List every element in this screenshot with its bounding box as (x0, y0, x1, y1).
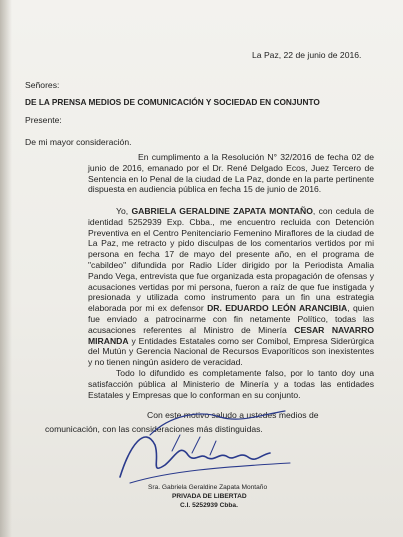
paragraph-resolution (88, 152, 374, 195)
salutation: Señores: (25, 80, 60, 90)
paragraph-retraction-text: Todo lo difundido es completamente falso, por lo tanto doy una satisfacción pública al Ministerio de Minería y a todas las entidades Estatales y Empresas que lo conforman en su conjunto. (88, 368, 374, 400)
handwritten-signature (110, 405, 310, 490)
presente-line: Presente: (25, 115, 62, 125)
statement-body-3: y Entidades Estatales como ser Comibol, Empresa Siderúrgica del Mutún y Gerencia Nacional de Recursos Evaporíticos son inexistentes y no tienen ningún asidero de veracidad. (88, 335, 374, 368)
recipient-line: DE LA PRENSA MEDIOS DE COMUNICACIÓN Y SOCIEDAD EN CONJUNTO (25, 97, 320, 107)
greeting-line: De mi mayor consideración. (25, 137, 132, 147)
signer-name: Sra. Gabriela Geraldine Zapata Montaño (148, 484, 268, 491)
paragraph-resolution-text: En cumplimento a la Resolución N° 32/2016 de fecha 02 de junio de 2016, emanado por el Dr. René Delgado Ecos, Juez Tercero de Sentencia en lo Penal de la ciudad de La Paz, donde en la parte pertinente dispuesta en audiencia pública en fecha 15 de junio de 2016. (88, 152, 374, 195)
closing-line-1: Con este motivo saludo a ustedes medios de (147, 410, 319, 420)
statement-body-2: , quien fue enviado a patrocinarme con fin netamente Político, todas las acusaciones referentes al Ministro de Minería (88, 303, 374, 335)
statement-minister: CESAR NAVARRO MIRANDA (88, 324, 375, 346)
paragraph-retraction (88, 368, 374, 400)
date-line: La Paz, 22 de junio de 2016. (252, 50, 362, 60)
statement-lawyer: DR. EDUARDO LEÓN ARANCIBIA (207, 303, 348, 314)
statement-intro: Yo, (116, 206, 129, 216)
signer-ci: C.I. 5252939 Cbba. (180, 502, 238, 509)
signer-status: PRIVADA DE LIBERTAD (172, 493, 247, 500)
statement-body: , con cedula de identidad 5252939 Exp. Cbba., me encuentro recluida con Detención Preventiva en el Centro Penitenciario Femenino Miraflores de la ciudad de La Paz, me retracto y pido disculpas de los comentarios vertidos por mi persona en fecha 17 de mayo del presente año, en el programa de "cabildeo" difundida por Radio Líder dirigido por la Periodista Amalia Pando Vega, entrevista que fue organizada esta propagación de ofensas y acusaciones vertidas por mi persona, fueron a raíz de que fue instigada y presionada y utilizada como instrumento para un fin una estrategia elaborada por mi ex defensor (88, 206, 374, 314)
statement-name: GABRIELA GERALDINE ZAPATA MONTAÑO (131, 206, 313, 216)
closing-line-2: comunicación, con las consideraciones más distinguidas. (45, 424, 263, 434)
paragraph-statement (88, 206, 374, 368)
